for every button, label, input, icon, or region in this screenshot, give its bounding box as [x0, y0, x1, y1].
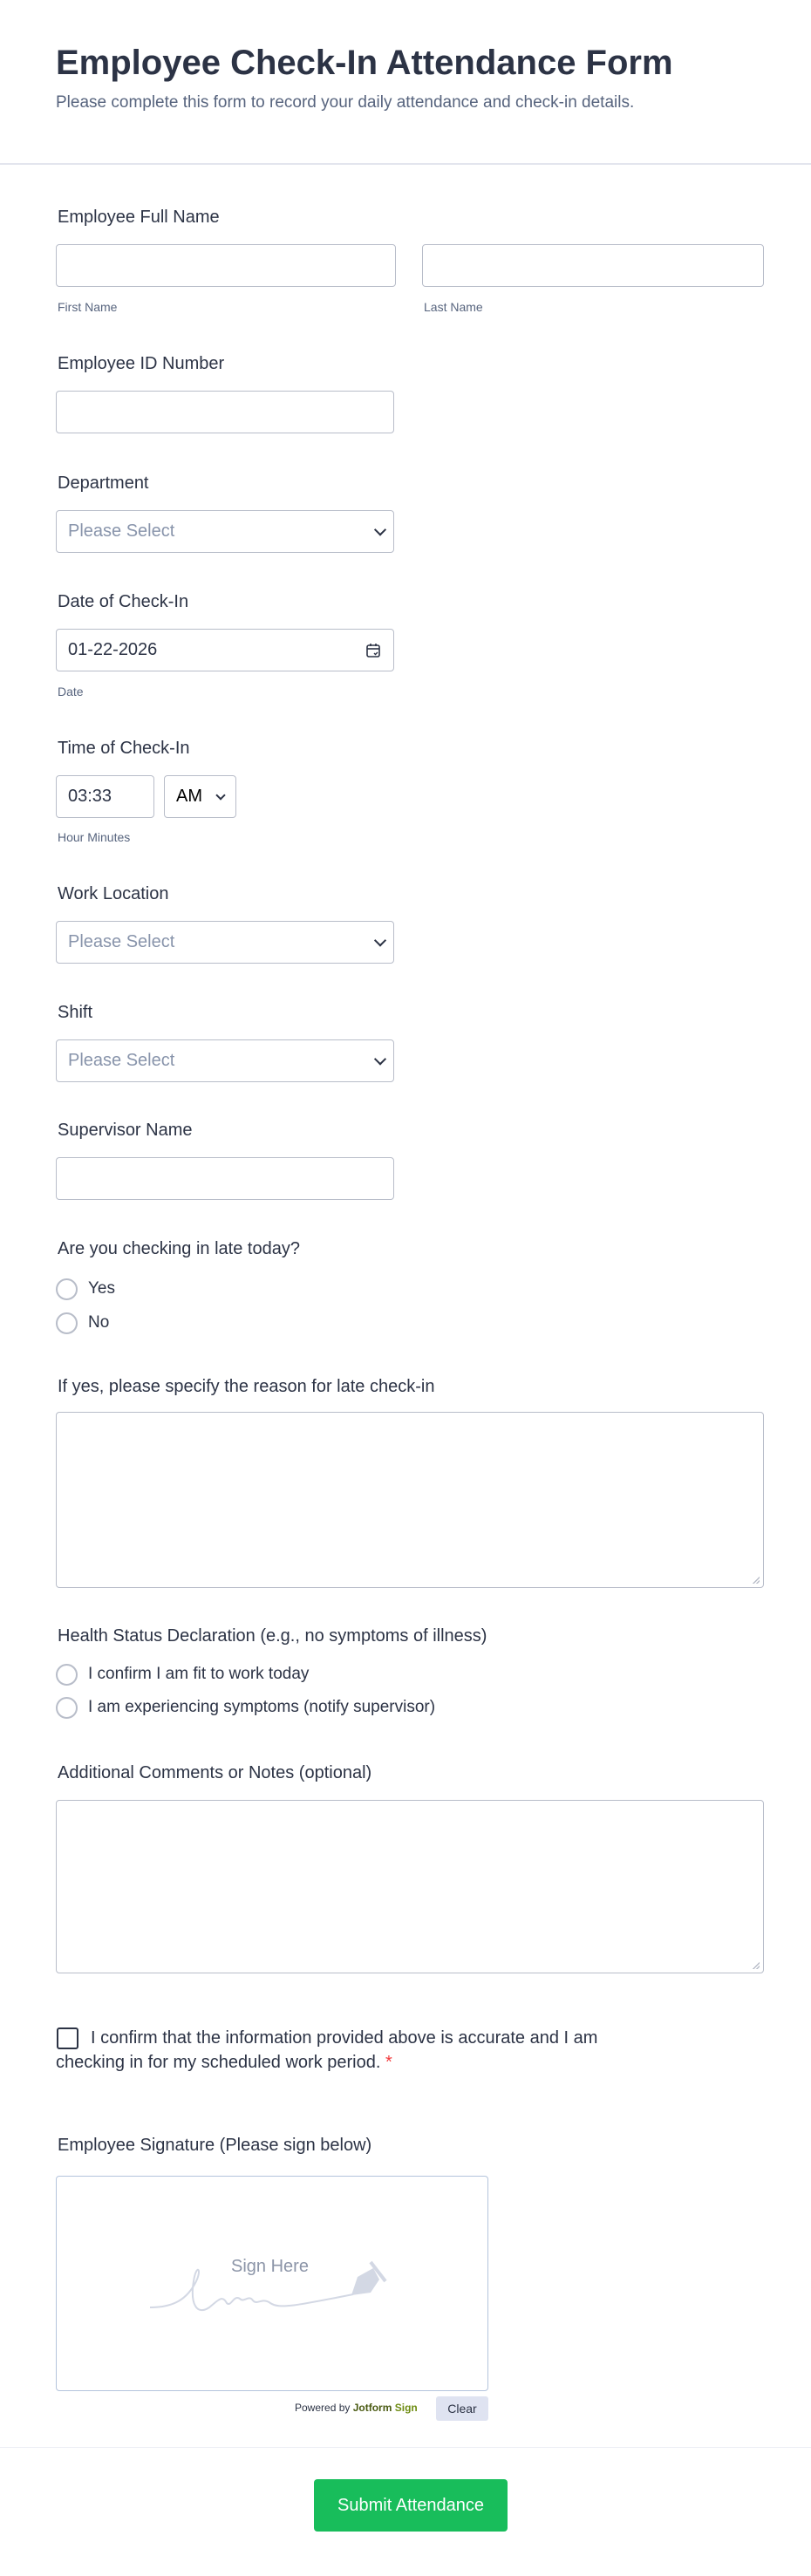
department-value: Please Select: [68, 521, 175, 541]
page-title: Employee Check-In Attendance Form: [56, 44, 673, 82]
signature-label: Employee Signature (Please sign below): [58, 2136, 372, 2155]
calendar-icon[interactable]: [365, 643, 381, 658]
submit-button[interactable]: Submit Attendance: [314, 2479, 508, 2532]
chevron-down-icon: [374, 523, 386, 535]
late-yes-label[interactable]: Yes: [88, 1279, 115, 1298]
powered-by: [295, 2402, 418, 2414]
ampm-value: AM: [176, 787, 202, 806]
full-name-label: Employee Full Name: [58, 208, 220, 227]
confirm-text-line2: [56, 2053, 392, 2073]
last-name-sublabel: Last Name: [424, 300, 483, 314]
confirm-text: checking in for my scheduled work period.: [56, 2053, 381, 2072]
late-yes-radio[interactable]: [56, 1278, 78, 1300]
comments-label: Additional Comments or Notes (optional): [58, 1763, 372, 1782]
shift-value: Please Select: [68, 1051, 175, 1070]
first-name-input[interactable]: [56, 244, 396, 287]
date-value: 01-22-2026: [68, 640, 158, 659]
supervisor-input[interactable]: [56, 1157, 394, 1200]
date-label: Date of Check-In: [58, 592, 189, 611]
chevron-down-icon: [374, 934, 386, 946]
first-name-sublabel: First Name: [58, 300, 118, 314]
sign-here-placeholder: Sign Here: [231, 2257, 309, 2276]
health-label: Health Status Declaration (e.g., no symptoms of illness): [58, 1626, 487, 1646]
header-divider: [0, 163, 811, 165]
resize-handle-icon[interactable]: [753, 1962, 760, 1969]
chevron-down-icon: [374, 1053, 386, 1065]
late-no-label[interactable]: No: [88, 1313, 110, 1332]
late-no-radio[interactable]: [56, 1312, 78, 1334]
late-reason-label: If yes, please specify the reason for late check-in: [58, 1377, 435, 1396]
health-fit-radio[interactable]: [56, 1664, 78, 1686]
confirm-checkbox[interactable]: [57, 2027, 78, 2049]
shift-label: Shift: [58, 1003, 93, 1022]
work-location-select[interactable]: [56, 921, 394, 964]
employee-id-input[interactable]: [56, 391, 394, 433]
time-label: Time of Check-In: [58, 739, 190, 758]
health-fit-label[interactable]: I confirm I am fit to work today: [88, 1665, 310, 1683]
brand-sign: Sign: [394, 2402, 418, 2414]
signature-pad[interactable]: [56, 2176, 488, 2391]
late-reason-textarea[interactable]: [56, 1412, 764, 1588]
clear-signature-button[interactable]: Clear: [436, 2396, 488, 2421]
time-input[interactable]: [56, 775, 154, 818]
brand-jotform: Jotform: [352, 2402, 392, 2414]
date-input[interactable]: [56, 629, 394, 671]
signature-pen-icon: [148, 2255, 401, 2325]
ampm-select[interactable]: [164, 775, 236, 818]
chevron-down-icon: [215, 790, 225, 800]
department-select[interactable]: [56, 510, 394, 553]
supervisor-label: Supervisor Name: [58, 1121, 193, 1140]
late-label: Are you checking in late today?: [58, 1239, 300, 1258]
powered-by-text: Powered by: [295, 2402, 351, 2414]
resize-handle-icon[interactable]: [753, 1577, 760, 1584]
confirm-text-line1: I confirm that the information provided above is accurate and I am: [91, 2028, 598, 2048]
required-asterisk: *: [385, 2053, 392, 2072]
health-symptoms-label[interactable]: I am experiencing symptoms (notify supervisor): [88, 1698, 436, 1716]
page-subtitle: Please complete this form to record your daily attendance and check-in details.: [56, 93, 635, 112]
date-sublabel: Date: [58, 685, 84, 699]
last-name-input[interactable]: [422, 244, 764, 287]
employee-id-label: Employee ID Number: [58, 354, 225, 373]
health-symptoms-radio[interactable]: [56, 1697, 78, 1719]
shift-select[interactable]: [56, 1039, 394, 1082]
comments-textarea[interactable]: [56, 1800, 764, 1973]
work-location-value: Please Select: [68, 932, 175, 951]
department-label: Department: [58, 474, 149, 493]
time-sublabel: Hour Minutes: [58, 830, 131, 844]
footer-divider: [0, 2447, 811, 2448]
work-location-label: Work Location: [58, 884, 169, 903]
